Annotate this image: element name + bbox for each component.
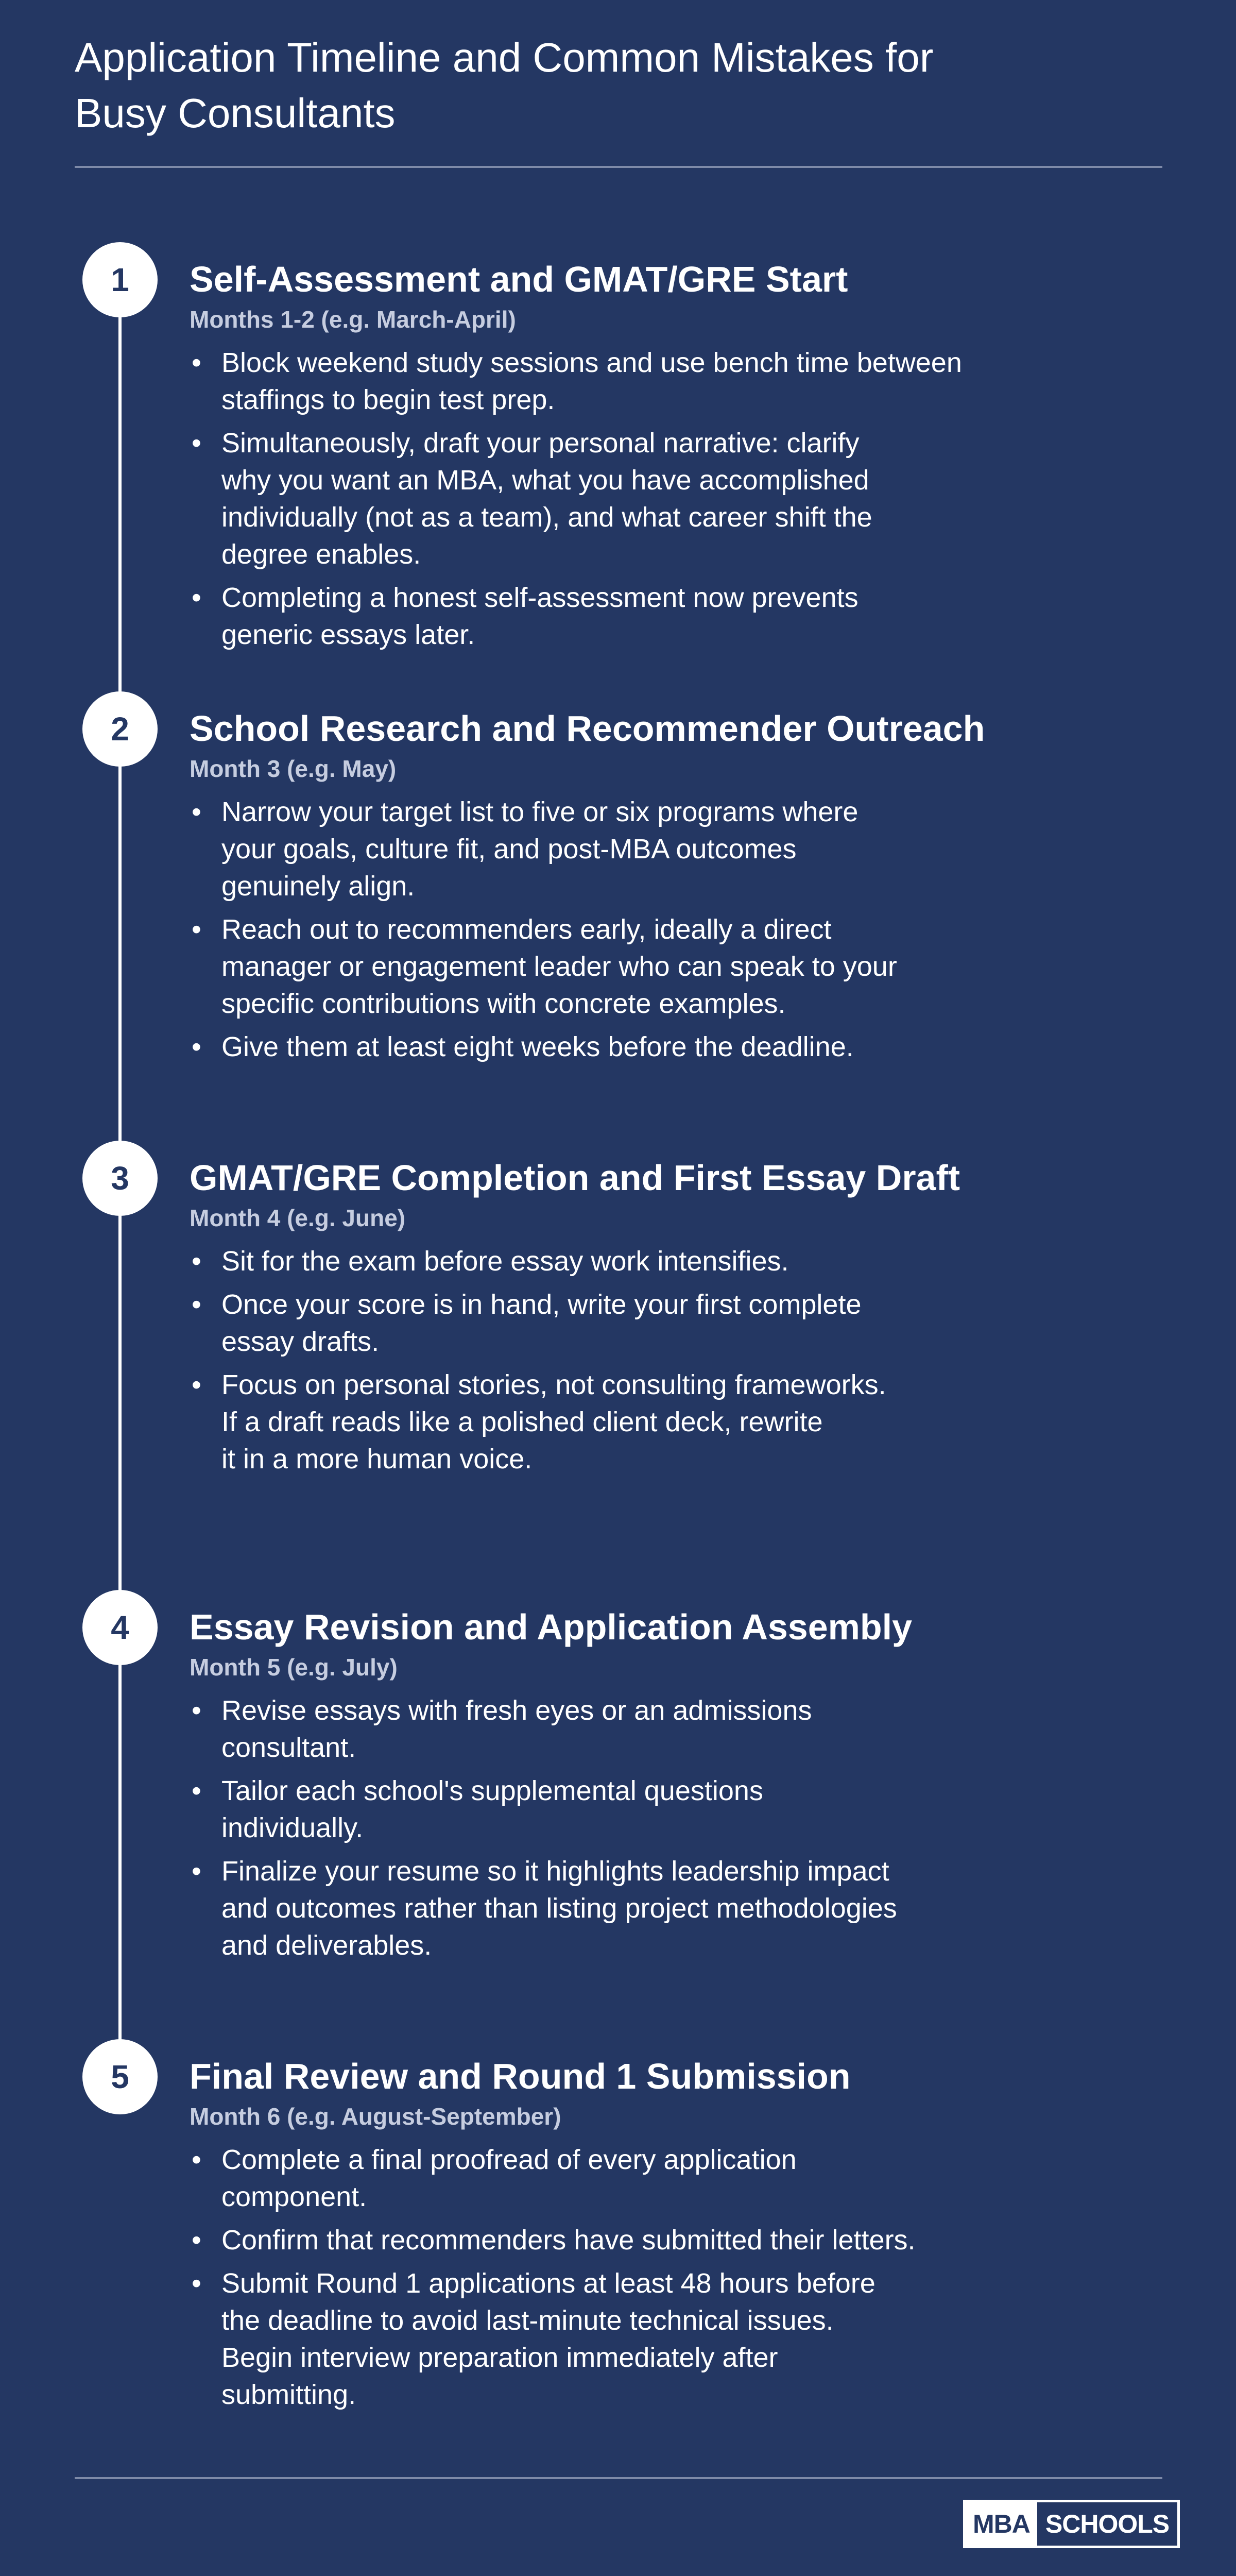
bullet-line: individually (not as a team), and what career shift the	[221, 502, 872, 533]
bullet-line: generic essays later.	[221, 619, 475, 650]
bullet-line: consultant.	[221, 1732, 356, 1763]
step-title: Self-Assessment and GMAT/GRE Start	[190, 259, 848, 299]
bullet-line: • Sit for the exam before essay work intensifies.	[221, 1246, 789, 1277]
bullet-line: • Finalize your resume so it highlights leadership impact	[221, 1856, 889, 1887]
bullet-line: specific contributions with concrete examples.	[221, 988, 786, 1019]
bullet-line: • Simultaneously, draft your personal narrative: clarify	[221, 428, 860, 459]
step-number-badge: 5	[82, 2039, 158, 2114]
bullet-item	[190, 1366, 1014, 1478]
bullet-line: individually.	[221, 1812, 364, 1843]
bullet-line: why you want an MBA, what you have accomplished	[221, 465, 869, 496]
bullet-line: Begin interview preparation immediately after	[221, 2342, 778, 2373]
bullet-line: component.	[221, 2181, 367, 2212]
bullet-line: • Block weekend study sessions and use bench time between	[221, 347, 962, 378]
bullet-line: • Submit Round 1 applications at least 48 hours before	[221, 2268, 876, 2299]
step-bullet-list	[190, 344, 1014, 659]
step-number-badge: 3	[82, 1141, 158, 1216]
header-divider	[75, 166, 1162, 168]
step-timeframe: Month 5 (e.g. July)	[190, 1654, 398, 1681]
step-title: School Research and Recommender Outreach	[190, 708, 985, 749]
step-timeframe: Month 4 (e.g. June)	[190, 1205, 406, 1231]
bullet-line: the deadline to avoid last-minute technical issues.	[221, 2305, 834, 2336]
page-title-line-2: Busy Consultants	[75, 90, 396, 136]
step-timeframe: Month 6 (e.g. August-September)	[190, 2103, 561, 2130]
bullet-line: staffings to begin test prep.	[221, 384, 555, 415]
bullet-line: manager or engagement leader who can speak to your	[221, 951, 897, 982]
bullet-item	[190, 911, 1014, 1022]
bullet-item	[190, 1853, 1014, 1964]
bullet-line: • Reach out to recommenders early, ideally a direct	[221, 914, 832, 945]
bullet-line: and outcomes rather than listing project methodologies	[221, 1893, 897, 1924]
bullet-line: • Focus on personal stories, not consulting frameworks.	[221, 1369, 886, 1400]
step-bullet-list	[190, 1243, 1014, 1484]
bullet-line: • Revise essays with fresh eyes or an admissions	[221, 1695, 812, 1726]
logo-mba-text: MBA	[966, 2502, 1037, 2546]
bullet-line: • Confirm that recommenders have submitted their letters.	[221, 2225, 916, 2256]
bullet-item	[190, 425, 1014, 573]
bullet-item	[190, 1286, 1014, 1360]
bullet-item	[190, 2141, 1014, 2215]
bullet-item	[190, 579, 1014, 653]
bullet-line: genuinely align.	[221, 871, 415, 902]
step-bullet-list	[190, 2141, 1014, 2419]
bullet-item	[190, 344, 1014, 418]
bullet-item	[190, 793, 1014, 905]
bullet-item	[190, 1243, 1014, 1280]
step-number-badge: 2	[82, 691, 158, 767]
bullet-line: degree enables.	[221, 539, 421, 570]
step-number-badge: 1	[82, 242, 158, 317]
step-bullet-list	[190, 793, 1014, 1072]
footer-divider	[75, 2477, 1162, 2479]
bullet-line: • Complete a final proofread of every application	[221, 2144, 797, 2175]
logo-schools-text: SCHOOLS	[1037, 2502, 1177, 2546]
bullet-item	[190, 1772, 1014, 1846]
bullet-line: • Completing a honest self-assessment now prevents	[221, 582, 859, 613]
step-timeframe: Month 3 (e.g. May)	[190, 755, 397, 782]
bullet-line: essay drafts.	[221, 1326, 380, 1357]
bullet-line: • Narrow your target list to five or six programs where	[221, 796, 859, 827]
bullet-line: If a draft reads like a polished client deck, rewrite	[221, 1406, 823, 1437]
step-title: Essay Revision and Application Assembly	[190, 1607, 913, 1647]
bullet-line: • Give them at least eight weeks before the deadline.	[221, 1031, 854, 1062]
bullet-item	[190, 1692, 1014, 1766]
page-title-line-1: Application Timeline and Common Mistakes for	[75, 35, 934, 80]
bullet-item	[190, 1028, 1014, 1065]
bullet-line: your goals, culture fit, and post-MBA outcomes	[221, 834, 797, 865]
bullet-item	[190, 2222, 1014, 2259]
bullet-line: and deliverables.	[221, 1930, 432, 1961]
bullet-line: • Tailor each school's supplemental questions	[221, 1775, 763, 1806]
step-bullet-list	[190, 1692, 1014, 1970]
step-number-badge: 4	[82, 1590, 158, 1665]
step-timeframe: Months 1-2 (e.g. March-April)	[190, 306, 516, 333]
bullet-line: submitting.	[221, 2379, 356, 2410]
bullet-item	[190, 2265, 1014, 2413]
step-title: GMAT/GRE Completion and First Essay Draft	[190, 1158, 960, 1198]
step-title: Final Review and Round 1 Submission	[190, 2056, 851, 2096]
mba-schools-logo	[963, 2500, 1180, 2548]
bullet-line: it in a more human voice.	[221, 1444, 533, 1475]
page-title	[75, 30, 1053, 141]
bullet-line: • Once your score is in hand, write your first complete	[221, 1289, 862, 1320]
